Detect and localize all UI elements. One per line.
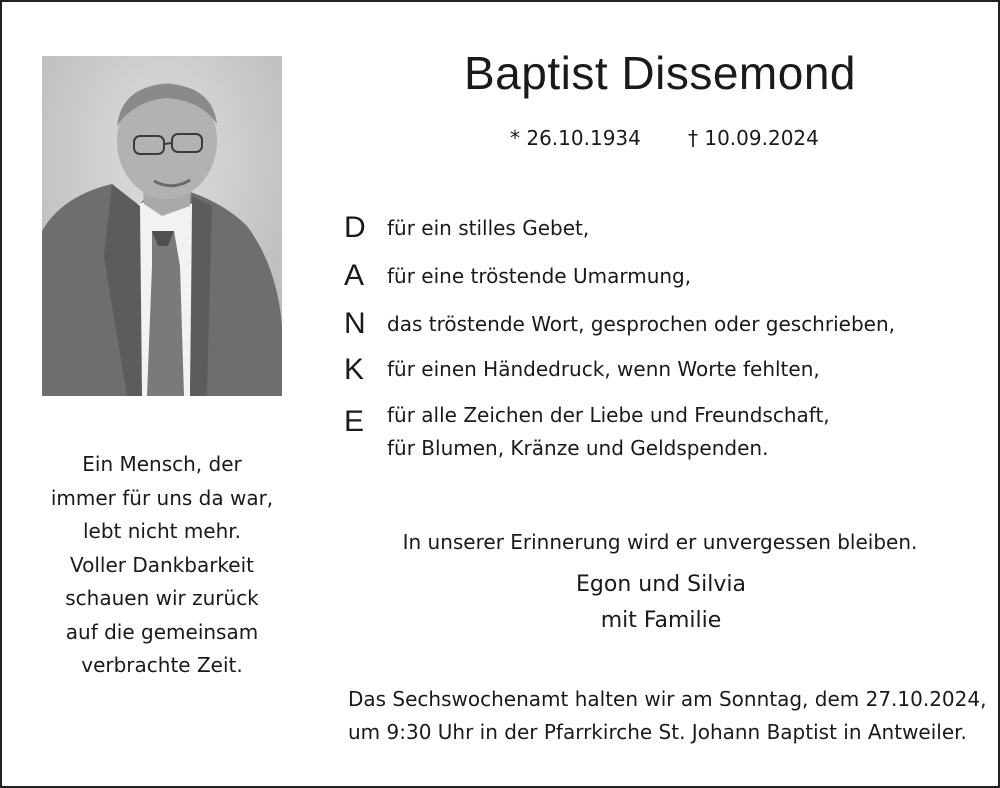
danke-letter-a: A: [344, 259, 365, 292]
poem-line: Voller Dankbarkeit: [69, 552, 255, 577]
danke-line: das tröstende Wort, gesprochen oder geschrieben,: [387, 312, 895, 336]
poem-text: [42, 448, 282, 683]
danke-line: für Blumen, Kränze und Geldspenden.: [387, 436, 769, 460]
danke-line: für eine tröstende Umarmung,: [387, 264, 692, 288]
poem-line: auf die gemeinsam: [65, 619, 259, 644]
death-date: † 10.09.2024: [688, 126, 819, 150]
poem-line: Ein Mensch, der: [82, 452, 242, 476]
danke-letter-k: K: [344, 353, 365, 386]
poem-line: lebt nicht mehr.: [82, 519, 242, 543]
danke-line: für ein stilles Gebet,: [387, 216, 590, 240]
signature-line: Egon und Silvia: [576, 572, 746, 597]
danke-line: für alle Zeichen der Liebe und Freundschaft,: [387, 403, 830, 427]
signature-line: mit Familie: [600, 608, 722, 633]
danke-letter-e: E: [344, 405, 365, 438]
poem-line: immer für uns da war,: [50, 485, 274, 510]
danke-letter-d: D: [344, 211, 366, 244]
notice-line: um 9:30 Uhr in der Pfarrkirche St. Johann Baptist in Antweiler.: [348, 720, 967, 744]
memory-text: In unserer Erinnerung wird er unvergessen bleiben.: [402, 530, 918, 554]
poem-line: schauen wir zurück: [65, 586, 259, 610]
poem-line: verbrachte Zeit.: [81, 653, 243, 677]
danke-letter-n: N: [344, 307, 366, 340]
deceased-name: Baptist Dissemond: [464, 47, 856, 99]
birth-date: * 26.10.1934: [510, 126, 641, 150]
danke-line: für einen Händedruck, wenn Worte fehlten,: [387, 357, 820, 381]
portrait-photo: [42, 56, 282, 396]
notice-line: Das Sechswochenamt halten wir am Sonntag, dem 27.10.2024,: [348, 687, 987, 711]
